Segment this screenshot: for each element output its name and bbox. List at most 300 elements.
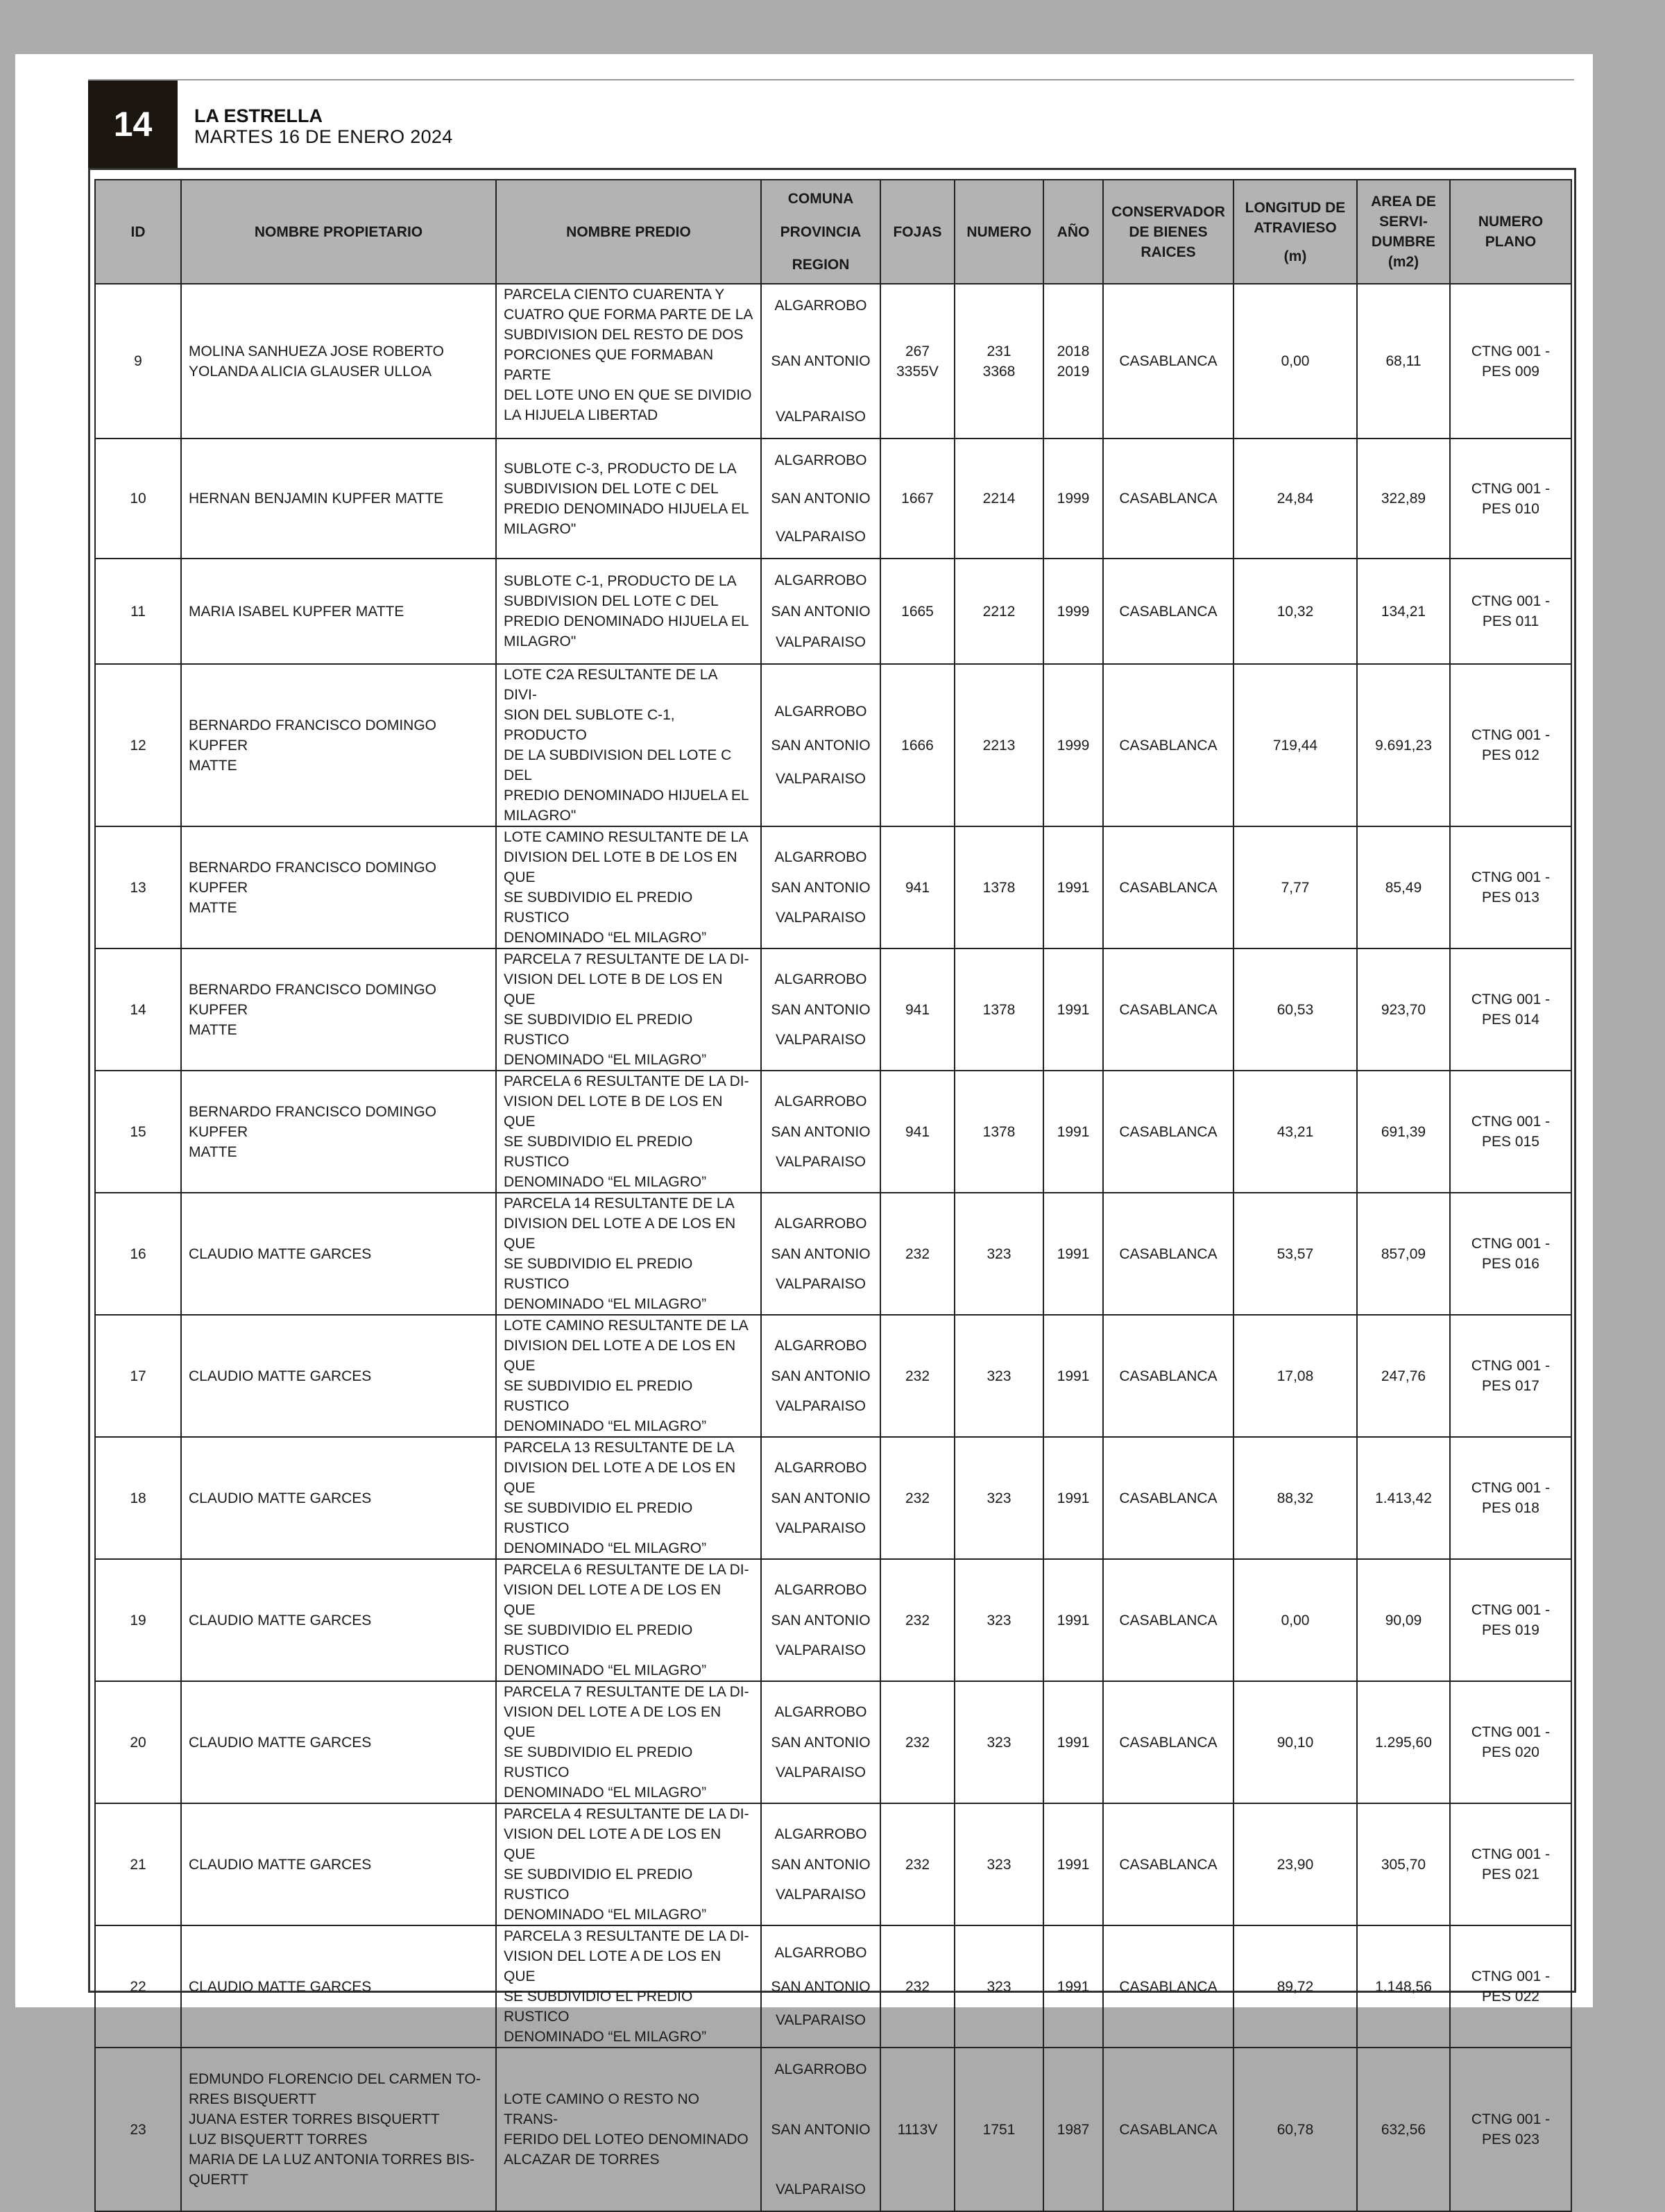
property-line: SUBLOTE C-3, PRODUCTO DE LA (504, 460, 737, 477)
col-header-longitud-line: ATRAVIESO (1254, 219, 1337, 236)
property-line: SUBDIVISION DEL LOTE C DEL (504, 480, 719, 497)
col-header-comuna: COMUNA (787, 191, 854, 207)
cell-owner (181, 826, 496, 948)
cell-area: 247,76 (1357, 1315, 1450, 1437)
owner-line: MARIA DE LA LUZ ANTONIA TORRES BIS- (189, 2152, 475, 2168)
col-header-property: NOMBRE PREDIO (496, 180, 761, 284)
property-line: SE SUBDIVIDIO EL PREDIO RUSTICO (504, 1989, 693, 2025)
cell-numero (955, 559, 1043, 664)
cell-anio (1043, 2048, 1103, 2211)
fojas-line: 232 (905, 1978, 930, 1995)
plano-line: CTNG 001 - (1471, 1236, 1551, 1252)
fojas-line: 232 (905, 1368, 930, 1384)
cell-conservador: CASABLANCA (1103, 948, 1233, 1071)
cell-longitud: 89,72 (1233, 1925, 1357, 2048)
property-line: SE SUBDIVIDIO EL PREDIO RUSTICO (504, 1622, 693, 1658)
table-row (95, 1437, 1571, 1559)
cell-provincia: SAN ANTONIO (771, 1245, 871, 1262)
col-header-longitud-line: LONGITUD DE (1245, 199, 1346, 216)
cell-owner (181, 1193, 496, 1315)
cell-fojas (880, 948, 955, 1071)
property-line: DENOMINADO “EL MILAGRO” (504, 2029, 707, 2045)
cell-plano (1450, 1559, 1571, 1681)
cell-conservador: CASABLANCA (1103, 559, 1233, 664)
cell-owner (181, 948, 496, 1071)
cell-conservador: CASABLANCA (1103, 1437, 1233, 1559)
cell-fojas (880, 559, 955, 664)
cell-numero (955, 284, 1043, 439)
fojas-line: 1665 (901, 603, 934, 620)
owner-line: CLAUDIO MATTE GARCES (189, 1734, 372, 1751)
property-line: MILAGRO" (504, 808, 577, 824)
table-row (95, 1925, 1571, 2048)
cell-comuna: ALGARROBO (774, 971, 867, 987)
property-line: PARCELA 3 RESULTANTE DE LA DI- (504, 1928, 749, 1944)
property-line: PARCELA 6 RESULTANTE DE LA DI- (504, 1562, 749, 1578)
cell-plano (1450, 1803, 1571, 1925)
cell-fojas (880, 826, 955, 948)
property-line: SE SUBDIVIDIO EL PREDIO RUSTICO (504, 1378, 693, 1414)
cell-comuna: ALGARROBO (774, 452, 867, 468)
cell-conservador: CASABLANCA (1103, 1925, 1233, 2048)
cell-property (496, 2048, 761, 2211)
col-header-area-line: SERVI- (1379, 214, 1428, 230)
property-line: DENOMINADO “EL MILAGRO” (504, 1662, 707, 1678)
cell-owner (181, 284, 496, 439)
property-line: DENOMINADO “EL MILAGRO” (504, 1540, 707, 1556)
property-line: LOTE CAMINO RESULTANTE DE LA (504, 1318, 749, 1334)
cell-fojas (880, 1559, 955, 1681)
col-header-conservador-line: DE BIENES (1129, 223, 1208, 240)
table-row (95, 2048, 1571, 2211)
property-line: DENOMINADO “EL MILAGRO” (504, 1296, 707, 1312)
numero-line: 1378 (982, 879, 1016, 896)
fojas-line: 232 (905, 1490, 930, 1506)
cell-fojas (880, 284, 955, 439)
numero-line: 1378 (982, 1123, 1016, 1140)
plano-line: CTNG 001 - (1471, 727, 1551, 743)
plano-line: CTNG 001 - (1471, 593, 1551, 609)
anio-line: 1991 (1057, 1001, 1090, 1018)
cell-comuna: ALGARROBO (774, 1826, 867, 1842)
numero-line: 323 (987, 1612, 1011, 1628)
cell-provincia: SAN ANTONIO (771, 1856, 871, 1873)
cell-region: VALPARAISO (776, 1398, 866, 1414)
property-line: MILAGRO" (504, 520, 577, 537)
cell-plano (1450, 1437, 1571, 1559)
owner-line: BERNARDO FRANCISCO DOMINGO KUPFER (189, 1103, 437, 1140)
cell-anio (1043, 826, 1103, 948)
cell-area: 68,11 (1357, 284, 1450, 439)
cell-conservador: CASABLANCA (1103, 1803, 1233, 1925)
property-line: PARCELA 7 RESULTANTE DE LA DI- (504, 951, 749, 967)
property-line: DENOMINADO “EL MILAGRO” (504, 1785, 707, 1801)
numero-line: 1378 (982, 1001, 1016, 1018)
cell-id: 22 (95, 1925, 181, 2048)
property-line: DENOMINADO “EL MILAGRO” (504, 930, 707, 946)
cell-anio (1043, 439, 1103, 559)
cell-region: VALPARAISO (776, 634, 866, 650)
property-line: VISION DEL LOTE B DE LOS EN QUE (504, 971, 723, 1007)
anio-line: 2018 (1057, 343, 1090, 359)
cell-region: VALPARAISO (776, 1154, 866, 1170)
cell-provincia: SAN ANTONIO (771, 737, 871, 754)
fojas-line: 1667 (901, 491, 934, 507)
table-row (95, 559, 1571, 664)
cell-numero (955, 1925, 1043, 2048)
cell-area: 322,89 (1357, 439, 1450, 559)
cell-area: 632,56 (1357, 2048, 1450, 2211)
cell-numero (955, 1437, 1043, 1559)
cell-fojas (880, 1803, 955, 1925)
cell-id: 21 (95, 1803, 181, 1925)
table-row (95, 284, 1571, 439)
cell-region: VALPARAISO (776, 1887, 866, 1903)
plano-line: CTNG 001 - (1471, 1602, 1551, 1618)
cell-area: 923,70 (1357, 948, 1450, 1071)
owner-line: BERNARDO FRANCISCO DOMINGO KUPFER (189, 981, 437, 1018)
cell-property (496, 948, 761, 1071)
cell-comuna: ALGARROBO (774, 1460, 867, 1476)
cell-numero (955, 1559, 1043, 1681)
table-row (95, 1803, 1571, 1925)
cell-id: 20 (95, 1681, 181, 1803)
anio-line: 1991 (1057, 1368, 1090, 1384)
property-line: FERIDO DEL LOTEO DENOMINADO (504, 2132, 749, 2147)
cell-plano (1450, 1193, 1571, 1315)
plano-line: CTNG 001 - (1471, 869, 1551, 885)
col-header-area-line: AREA DE (1371, 194, 1436, 210)
cell-region: VALPARAISO (776, 529, 866, 545)
col-header-conservador (1103, 180, 1233, 284)
property-line: DIVISION DEL LOTE A DE LOS EN QUE (504, 1460, 736, 1496)
property-line: DE LA SUBDIVISION DEL LOTE C DEL (504, 747, 732, 783)
cell-region: VALPARAISO (776, 771, 866, 787)
cell-property (496, 1681, 761, 1803)
cell-location (761, 284, 880, 439)
property-line: VISION DEL LOTE A DE LOS EN QUE (504, 1948, 722, 1984)
cell-provincia: SAN ANTONIO (771, 491, 871, 507)
cell-provincia: SAN ANTONIO (771, 1368, 871, 1384)
cell-plano (1450, 664, 1571, 826)
cell-comuna: ALGARROBO (774, 1945, 867, 1961)
cell-location (761, 1071, 880, 1193)
property-line: SE SUBDIVIDIO EL PREDIO RUSTICO (504, 1012, 693, 1048)
cell-owner (181, 1071, 496, 1193)
plano-line: CTNG 001 - (1471, 1480, 1551, 1496)
cell-area: 857,09 (1357, 1193, 1450, 1315)
cell-id: 19 (95, 1559, 181, 1681)
masthead (194, 107, 453, 146)
cell-anio (1043, 559, 1103, 664)
cell-location (761, 559, 880, 664)
fojas-line: 941 (905, 879, 930, 896)
cell-owner (181, 1925, 496, 2048)
cell-fojas (880, 1681, 955, 1803)
plano-line: CTNG 001 - (1471, 2111, 1551, 2127)
numero-line: 2214 (982, 491, 1016, 507)
plano-line: PES 018 (1482, 1500, 1539, 1516)
cell-numero (955, 1071, 1043, 1193)
owner-line: MATTE (189, 1021, 237, 1038)
cell-region: VALPARAISO (776, 1520, 866, 1536)
plano-line: PES 013 (1482, 890, 1539, 905)
cell-anio (1043, 1681, 1103, 1803)
cell-provincia: SAN ANTONIO (771, 1490, 871, 1506)
table-header-row (95, 180, 1571, 284)
cell-region: VALPARAISO (776, 1032, 866, 1048)
plano-line: CTNG 001 - (1471, 1358, 1551, 1374)
cell-anio (1043, 1193, 1103, 1315)
cell-location (761, 439, 880, 559)
cell-owner (181, 1681, 496, 1803)
cell-provincia: SAN ANTONIO (771, 1612, 871, 1628)
owner-line: CLAUDIO MATTE GARCES (189, 1368, 372, 1384)
numero-line: 323 (987, 1368, 1011, 1384)
property-line: LOTE CAMINO O RESTO NO TRANS- (504, 2091, 699, 2127)
cell-id: 13 (95, 826, 181, 948)
plano-line: CTNG 001 - (1471, 1724, 1551, 1740)
cell-anio (1043, 1559, 1103, 1681)
property-line: SUBLOTE C-1, PRODUCTO DE LA (504, 573, 737, 589)
cell-provincia: SAN ANTONIO (771, 879, 871, 896)
numero-line: 1751 (982, 2121, 1016, 2138)
owner-line: YOLANDA ALICIA GLAUSER ULLOA (189, 363, 432, 380)
numero-line: 2213 (982, 737, 1016, 754)
cell-fojas (880, 1071, 955, 1193)
cell-id: 14 (95, 948, 181, 1071)
cell-property (496, 1559, 761, 1681)
cell-area: 1.413,42 (1357, 1437, 1450, 1559)
cell-numero (955, 664, 1043, 826)
cell-region: VALPARAISO (776, 1276, 866, 1292)
table-row (95, 826, 1571, 948)
fojas-line: 232 (905, 1734, 930, 1751)
plano-line: PES 023 (1482, 2132, 1539, 2147)
newspaper-name: LA ESTRELLA (194, 105, 323, 126)
plano-line: PES 017 (1482, 1378, 1539, 1394)
cell-owner (181, 559, 496, 664)
cell-fojas (880, 664, 955, 826)
owner-line: JUANA ESTER TORRES BISQUERTT (189, 2111, 440, 2127)
anio-line: 1991 (1057, 1734, 1090, 1751)
cell-provincia: SAN ANTONIO (771, 1978, 871, 1995)
cell-area: 1.148,56 (1357, 1925, 1450, 2048)
table-row (95, 1193, 1571, 1315)
cell-numero (955, 1315, 1043, 1437)
table-row (95, 1315, 1571, 1437)
cell-conservador: CASABLANCA (1103, 1315, 1233, 1437)
cell-longitud: 60,78 (1233, 2048, 1357, 2211)
cell-numero (955, 1681, 1043, 1803)
cell-provincia: SAN ANTONIO (771, 1123, 871, 1140)
property-line: SE SUBDIVIDIO EL PREDIO RUSTICO (504, 1500, 693, 1536)
property-line: PARCELA 6 RESULTANTE DE LA DI- (504, 1073, 749, 1089)
cell-plano (1450, 1681, 1571, 1803)
cell-comuna: ALGARROBO (774, 1338, 867, 1354)
property-line: PARCELA 13 RESULTANTE DE LA (504, 1440, 735, 1456)
cell-comuna: ALGARROBO (774, 1582, 867, 1598)
property-line: PARCELA 4 RESULTANTE DE LA DI- (504, 1806, 749, 1822)
plano-line: PES 019 (1482, 1622, 1539, 1638)
property-line: ALCAZAR DE TORRES (504, 2152, 660, 2168)
cell-comuna: ALGARROBO (774, 704, 867, 720)
property-line: PARCELA 14 RESULTANTE DE LA (504, 1196, 735, 1211)
property-line: DIVISION DEL LOTE B DE LOS EN QUE (504, 849, 737, 885)
col-header-longitud-unit: (m) (1283, 248, 1307, 264)
numero-line: 323 (987, 1734, 1011, 1751)
top-rule (88, 79, 1574, 80)
fojas-line: 267 (905, 343, 930, 359)
property-line: SE SUBDIVIDIO EL PREDIO RUSTICO (504, 1866, 693, 1903)
fojas-line: 232 (905, 1245, 930, 1262)
cell-fojas (880, 1925, 955, 2048)
cell-location (761, 1559, 880, 1681)
cell-longitud: 53,57 (1233, 1193, 1357, 1315)
cell-provincia: SAN ANTONIO (771, 1734, 871, 1751)
cell-owner (181, 1315, 496, 1437)
cell-conservador: CASABLANCA (1103, 1071, 1233, 1193)
plano-line: PES 015 (1482, 1134, 1539, 1150)
property-line: LOTE CAMINO RESULTANTE DE LA (504, 829, 749, 845)
cell-numero (955, 948, 1043, 1071)
col-header-longitud (1233, 180, 1357, 284)
plano-line: CTNG 001 - (1471, 1114, 1551, 1130)
owner-line: CLAUDIO MATTE GARCES (189, 1612, 372, 1628)
table-row (95, 1071, 1571, 1193)
cell-id: 17 (95, 1315, 181, 1437)
cell-plano (1450, 1071, 1571, 1193)
cell-owner (181, 1803, 496, 1925)
cell-anio (1043, 1803, 1103, 1925)
cell-location (761, 1315, 880, 1437)
cell-id: 12 (95, 664, 181, 826)
fojas-line: 941 (905, 1123, 930, 1140)
col-header-conservador-line: CONSERVADOR (1111, 203, 1225, 220)
property-line: CUATRO QUE FORMA PARTE DE LA (504, 307, 753, 323)
cell-comuna: ALGARROBO (774, 849, 867, 865)
cell-plano (1450, 439, 1571, 559)
anio-line: 1987 (1057, 2121, 1090, 2138)
cell-property (496, 1315, 761, 1437)
cell-numero (955, 439, 1043, 559)
property-line: SUBDIVISION DEL LOTE C DEL (504, 593, 719, 609)
col-header-plano-line: NUMERO (1478, 214, 1544, 230)
anio-line: 1991 (1057, 1856, 1090, 1873)
col-header-area-unit: (m2) (1388, 254, 1419, 270)
property-line: PORCIONES QUE FORMABAN PARTE (504, 347, 714, 383)
cell-provincia: SAN ANTONIO (771, 603, 871, 620)
owner-line: MARIA ISABEL KUPFER MATTE (189, 603, 404, 620)
owner-line: CLAUDIO MATTE GARCES (189, 1978, 372, 1995)
property-line: SE SUBDIVIDIO EL PREDIO RUSTICO (504, 1744, 693, 1780)
property-line: SUBDIVISION DEL RESTO DE DOS (504, 327, 744, 343)
numero-line: 323 (987, 1856, 1011, 1873)
fojas-line: 232 (905, 1612, 930, 1628)
cell-comuna: ALGARROBO (774, 298, 867, 314)
cell-provincia: SAN ANTONIO (771, 1001, 871, 1018)
numero-line: 323 (987, 1245, 1011, 1262)
cell-provincia: SAN ANTONIO (771, 2121, 871, 2138)
cell-property (496, 1437, 761, 1559)
publication-date: MARTES 16 DE ENERO 2024 (194, 126, 453, 147)
anio-line: 1991 (1057, 1978, 1090, 1995)
numero-line: 323 (987, 1978, 1011, 1995)
table-body (95, 284, 1571, 2211)
cell-longitud: 90,10 (1233, 1681, 1357, 1803)
fojas-line: 1113V (897, 2121, 938, 2138)
anio-line: 1991 (1057, 879, 1090, 896)
owner-line: LUZ BISQUERTT TORRES (189, 2132, 368, 2147)
cell-property (496, 1193, 761, 1315)
cell-location (761, 1193, 880, 1315)
cell-conservador: CASABLANCA (1103, 826, 1233, 948)
anio-line: 1999 (1057, 603, 1090, 620)
fojas-line: 232 (905, 1856, 930, 1873)
cell-area: 90,09 (1357, 1559, 1450, 1681)
cell-plano (1450, 559, 1571, 664)
cell-conservador: CASABLANCA (1103, 1681, 1233, 1803)
cell-comuna: ALGARROBO (774, 1704, 867, 1720)
col-header-plano (1450, 180, 1571, 284)
cell-fojas (880, 439, 955, 559)
cell-plano (1450, 1925, 1571, 2048)
owner-line: QUERTT (189, 2172, 248, 2188)
property-line: PREDIO DENOMINADO HIJUELA EL (504, 500, 749, 517)
owner-line: RRES BISQUERTT (189, 2091, 316, 2107)
cell-property (496, 664, 761, 826)
cell-property (496, 439, 761, 559)
anio-line: 2019 (1057, 363, 1090, 380)
cell-longitud: 10,32 (1233, 559, 1357, 664)
owner-line: MOLINA SANHUEZA JOSE ROBERTO (189, 343, 444, 359)
numero-line: 231 (987, 343, 1011, 359)
cell-anio (1043, 1437, 1103, 1559)
cell-owner (181, 664, 496, 826)
cell-comuna: ALGARROBO (774, 1094, 867, 1109)
plano-line: CTNG 001 - (1471, 992, 1551, 1007)
fojas-line: 941 (905, 1001, 930, 1018)
anio-line: 1991 (1057, 1612, 1090, 1628)
col-header-numero: NUMERO (955, 180, 1043, 284)
cell-property (496, 559, 761, 664)
property-line: PREDIO DENOMINADO HIJUELA EL (504, 788, 749, 803)
owner-line: EDMUNDO FLORENCIO DEL CARMEN TO- (189, 2071, 481, 2087)
cell-id: 16 (95, 1193, 181, 1315)
owner-line: CLAUDIO MATTE GARCES (189, 1245, 372, 1262)
plano-line: CTNG 001 - (1471, 480, 1551, 497)
property-line: SE SUBDIVIDIO EL PREDIO RUSTICO (504, 1134, 693, 1170)
cell-longitud: 60,53 (1233, 948, 1357, 1071)
cell-provincia: SAN ANTONIO (771, 353, 871, 369)
cell-area: 691,39 (1357, 1071, 1450, 1193)
cell-anio (1043, 284, 1103, 439)
cell-anio (1043, 1315, 1103, 1437)
anio-line: 1991 (1057, 1123, 1090, 1140)
plano-line: PES 014 (1482, 1012, 1539, 1028)
property-line: SION DEL SUBLOTE C-1, PRODUCTO (504, 707, 675, 743)
cell-longitud: 17,08 (1233, 1315, 1357, 1437)
cell-property (496, 826, 761, 948)
cell-longitud: 719,44 (1233, 664, 1357, 826)
cell-plano (1450, 826, 1571, 948)
cell-anio (1043, 1925, 1103, 2048)
cell-comuna: ALGARROBO (774, 1216, 867, 1232)
anio-line: 1999 (1057, 491, 1090, 507)
plano-line: PES 011 (1482, 613, 1539, 629)
property-line: DENOMINADO “EL MILAGRO” (504, 1052, 707, 1068)
cell-area: 305,70 (1357, 1803, 1450, 1925)
